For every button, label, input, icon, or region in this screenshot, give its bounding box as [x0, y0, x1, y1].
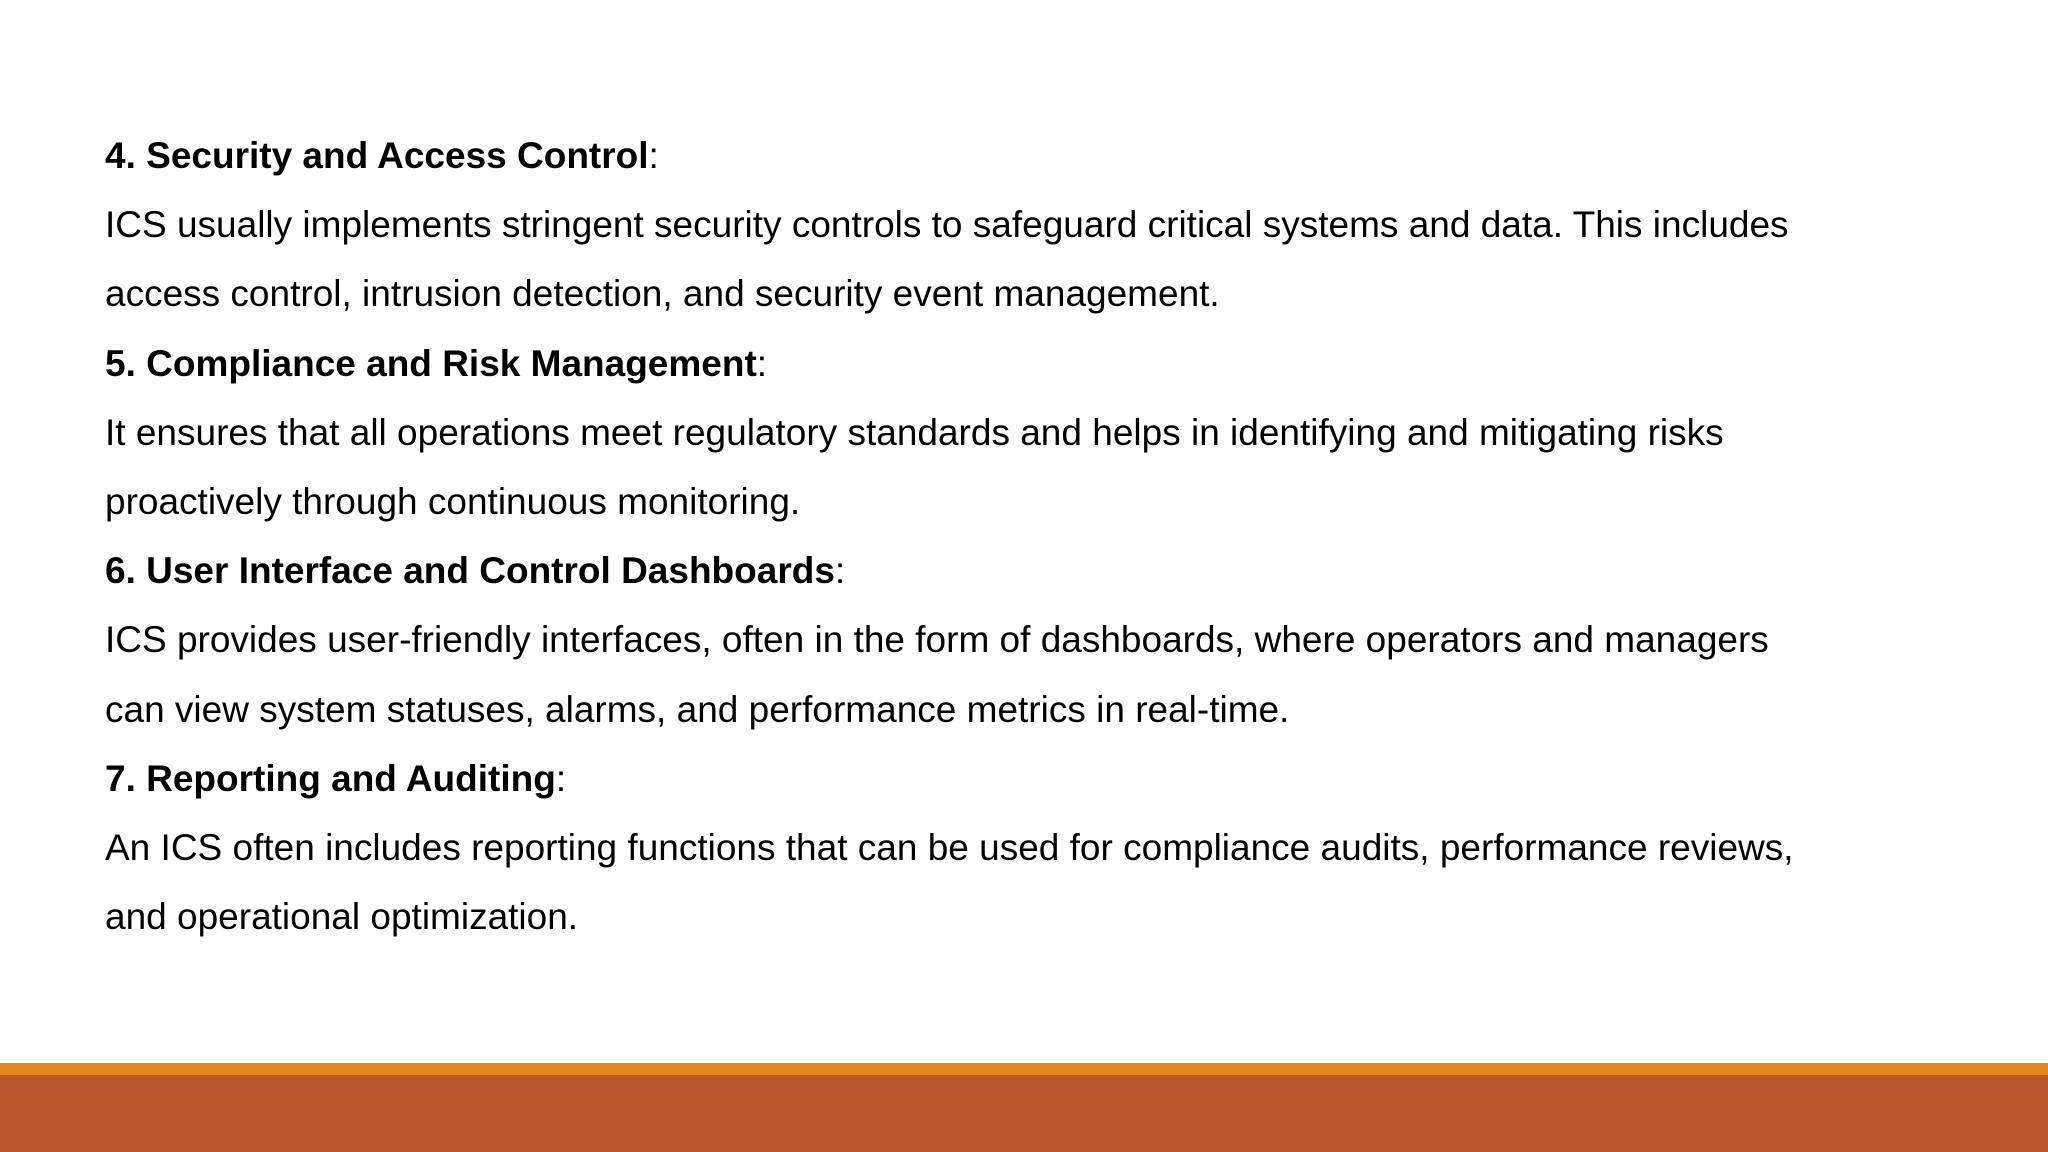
section-title: 6. User Interface and Control Dashboards: [105, 550, 835, 592]
section-title: 4. Security and Access Control: [105, 135, 649, 176]
body-line: proactively through continuous monitoring.: [105, 480, 801, 522]
slide-content: [105, 121, 1985, 951]
section-heading: [105, 536, 1985, 605]
body-line: access control, intrusion detection, and security event management.: [105, 273, 1220, 315]
heading-colon: :: [648, 135, 659, 176]
body-line: ICS provides user-friendly interfaces, often in the form of dashboards, where operators and managers: [105, 619, 1769, 661]
body-line: An ICS often includes reporting functions that can be used for compliance audits, performance reviews,: [105, 826, 1794, 868]
section-heading: [105, 329, 1985, 398]
body-line: It ensures that all operations meet regulatory standards and helps in identifying and mitigating risks: [105, 411, 1724, 453]
section-title: 5. Compliance and Risk Management: [105, 342, 757, 384]
heading-colon: :: [756, 342, 768, 384]
body-line: ICS usually implements stringent security controls to safeguard critical systems and data. This includes: [105, 204, 1789, 246]
body-line: and operational optimization.: [105, 896, 579, 938]
footer-bar: [0, 1075, 2048, 1152]
section-heading: [105, 121, 1985, 190]
heading-colon: :: [555, 757, 567, 799]
section-heading: [105, 744, 1985, 813]
heading-colon: :: [834, 550, 846, 592]
body-line: can view system statuses, alarms, and performance metrics in real-time.: [105, 688, 1290, 730]
section-title: 7. Reporting and Auditing: [105, 757, 556, 799]
footer-accent-stripe: [0, 1063, 2048, 1075]
